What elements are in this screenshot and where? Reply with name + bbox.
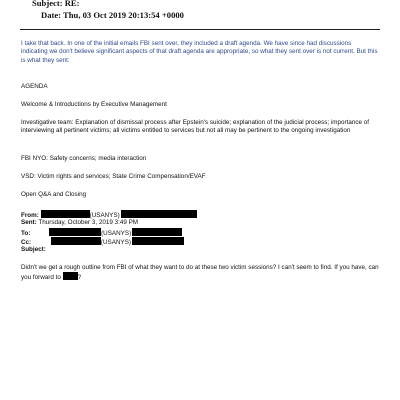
agenda-item-fbi-nyo: FBI NYO: Safety concerns; media interaction (21, 155, 147, 162)
forwarded-from-label: From: (21, 212, 39, 219)
redaction-block (41, 210, 90, 218)
header-date-label: Date: (41, 10, 62, 20)
forwarded-subject-row (21, 246, 46, 254)
redaction-block (51, 237, 101, 245)
agenda-item-investigative: Investigative team: Explanation of dismissal process after Epstein's suicide; explanation of the judicial process; importance of interviewing all pertinent victims; all victims entitled to services but not all may be pertinent to the ongoing investigation (21, 119, 370, 135)
header-date-value: Thu, 03 Oct 2019 20:13:54 +0000 (63, 10, 184, 20)
reply-text: Didn't we get a rough outline from FBI of what they want to do at these two victim sessions? I can't seem to find. If you have, can you forward to (21, 264, 379, 282)
forwarded-subject-label: Subject: (21, 246, 46, 253)
redaction-block (49, 228, 101, 236)
forwarded-sent-label: Sent: (21, 219, 37, 226)
redaction-block (121, 210, 197, 218)
header-subject-label: Subject: (32, 0, 63, 8)
forwarded-to-label: To: (21, 230, 31, 237)
header-subject-row (32, 0, 80, 8)
reply-message (21, 264, 381, 283)
header-date-row (41, 10, 184, 20)
forwarded-cc-suffix: (USANYS) (100, 239, 131, 246)
forwarded-cc-label: Cc: (21, 239, 32, 246)
forwarded-to-suffix: (USANYS) (101, 230, 132, 237)
agenda-item-welcome: Welcome & Introductions by Executive Management (21, 101, 167, 108)
header-divider (20, 29, 380, 30)
redaction-block (132, 237, 184, 245)
forwarded-from-suffix: (USANYS) (89, 212, 120, 219)
redaction-block (63, 272, 78, 280)
redaction-block (132, 228, 182, 236)
agenda-item-vsd: VSD: Victim rights and services; State Crime Compensation/EVAF (21, 173, 206, 180)
quoted-note: I take that back. In one of the initial emails FBI sent over, they included a draft agenda. We have since had discussions indicating we don't believe significant aspects of that draft agenda are appropriate, so what they sent over is not current. But this is what they sent: (21, 40, 378, 64)
forwarded-sent-row (21, 219, 138, 227)
header-subject-value: RE: (64, 0, 80, 8)
agenda-item-closing: Open Q&A and Closing (21, 191, 87, 198)
agenda-title: AGENDA (21, 83, 48, 90)
forwarded-sent-value: Thursday, October 3, 2019 3:49 PM (38, 219, 139, 226)
reply-end: ? (77, 274, 82, 282)
